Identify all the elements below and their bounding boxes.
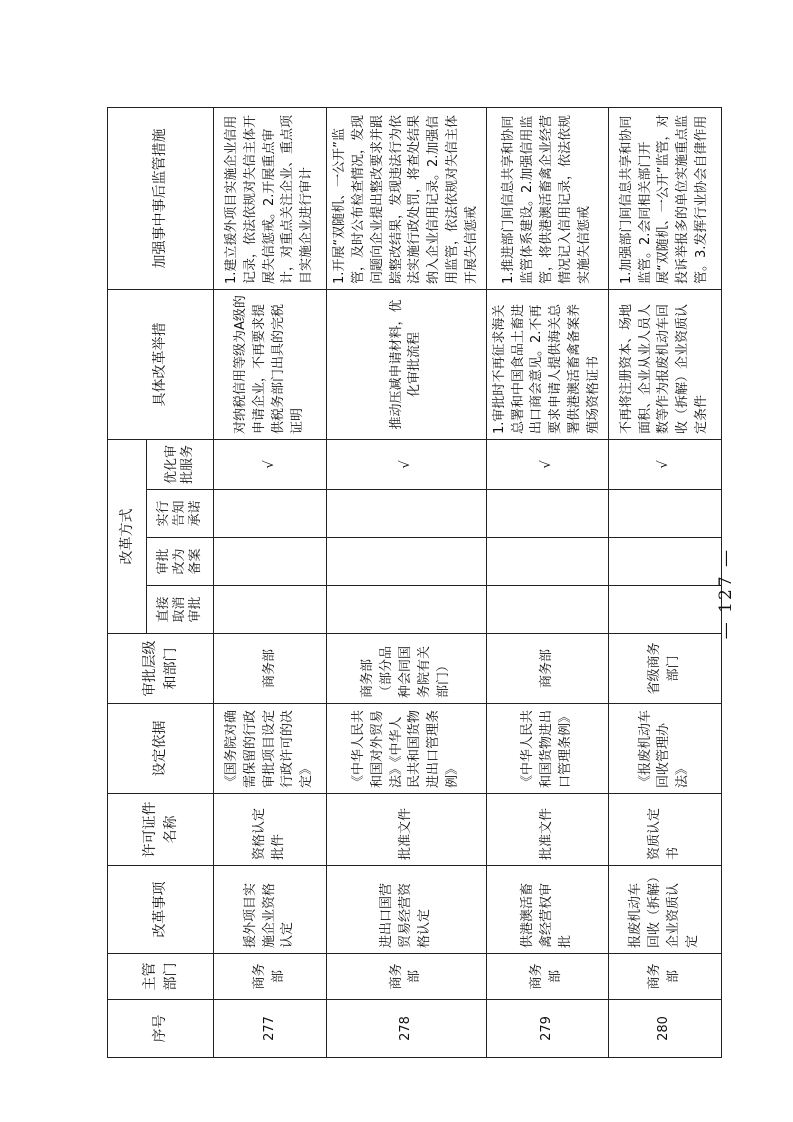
cell-measures: 推动压减申请材料，优化审批流程 — [327, 290, 487, 440]
header-license: 许可证件名称 — [108, 794, 214, 866]
header-level: 审批层级和部门 — [108, 634, 214, 704]
check-mark-icon: √ — [214, 440, 327, 490]
check-mark-icon: √ — [608, 440, 721, 490]
cell-mode-filing — [608, 538, 721, 586]
cell-mode-cancel — [327, 586, 487, 634]
cell-dept: 商务部 — [608, 954, 721, 1000]
cell-item: 供港澳活畜禽经营权审批 — [486, 866, 608, 954]
cell-mode-filing — [214, 538, 327, 586]
header-supervision: 加强事中事后监管措施 — [108, 108, 214, 290]
header-basis: 设定依据 — [108, 704, 214, 794]
cell-level: 商务部（部分品种会同国务院有关部门） — [327, 634, 487, 704]
header-mode-cancel: 直接取消审批 — [147, 586, 214, 634]
cell-basis: 《国务院对确需保留的行政审批项目设定行政许可的决定》 — [214, 704, 327, 794]
cell-license: 批准文件 — [486, 794, 608, 866]
cell-item: 进出口国营贸易经营资格认定 — [327, 866, 487, 954]
cell-supervision: 1.开展“双随机、一公开”监管，及时公布检查情况，发现问题向企业提出整改要求并跟踪整改结果，发现违法行为依法实施行政处罚，将查处结果纳入企业信用记录。2.加强信用监管，依法依规对失信主体开展失信惩戒 — [327, 108, 487, 290]
table-row — [608, 108, 721, 1058]
cell-mode-commit — [214, 490, 327, 538]
cell-mode-cancel — [608, 586, 721, 634]
header-dept: 主管部门 — [108, 954, 214, 1000]
cell-dept: 商务部 — [486, 954, 608, 1000]
cell-no: 279 — [486, 1000, 608, 1058]
cell-mode-filing — [486, 538, 608, 586]
cell-item: 报废机动车回收（拆解）企业资质认定 — [608, 866, 721, 954]
header-mode: 改革方式 — [108, 440, 147, 634]
table-row — [327, 108, 487, 1058]
cell-mode-commit — [486, 490, 608, 538]
cell-dept: 商务部 — [214, 954, 327, 1000]
page-number: — 127 — — [716, 548, 736, 640]
cell-mode-commit — [608, 490, 721, 538]
header-no: 序号 — [108, 1000, 214, 1058]
cell-item: 援外项目实施企业资格认定 — [214, 866, 327, 954]
cell-dept: 商务部 — [327, 954, 487, 1000]
cell-no: 277 — [214, 1000, 327, 1058]
header-mode-commit: 实行告知承诺 — [147, 490, 214, 538]
cell-basis: 《报废机动车回收管理办法》 — [608, 704, 721, 794]
header-item: 改革事项 — [108, 866, 214, 954]
check-mark-icon: √ — [327, 440, 487, 490]
cell-no: 280 — [608, 1000, 721, 1058]
cell-supervision: 1.加强部门间信息共享和协同监管。2.会同相关部门开展“双随机、一公开”监管，对投诉举报多的单位实施重点监管。3.发挥行业协会自律作用 — [608, 108, 721, 290]
rotated-document-sheet — [107, 108, 710, 1058]
cell-level: 商务部 — [214, 634, 327, 704]
check-mark-icon: √ — [486, 440, 608, 490]
cell-basis: 《中华人民共和国货物进出口管理条例》 — [486, 704, 608, 794]
cell-basis: 《中华人民共和国对外贸易法》《中华人民共和国货物进出口管理条例》 — [327, 704, 487, 794]
header-mode-filing: 审批改为备案 — [147, 538, 214, 586]
cell-mode-filing — [327, 538, 487, 586]
header-mode-optimize: 优化审批服务 — [147, 440, 214, 490]
cell-level: 省级商务部门 — [608, 634, 721, 704]
cell-measures: 不再将注册资本、场地面积、企业从业人员人数等作为报废机动车回收（拆解）企业资质认定条件 — [608, 290, 721, 440]
cell-mode-commit — [327, 490, 487, 538]
cell-license: 资格认定批件 — [214, 794, 327, 866]
cell-mode-cancel — [214, 586, 327, 634]
cell-measures: 1.审批时不再征求海关总署和中国食品土畜进出口商会意见。2.不再要求申请人提供海关总署供港澳活畜禽备案养殖场资格证书 — [486, 290, 608, 440]
cell-no: 278 — [327, 1000, 487, 1058]
cell-license: 资质认定书 — [608, 794, 721, 866]
cell-measures: 对纳税信用等级为A级的申请企业，不再要求提供税务部门出具的完税证明 — [214, 290, 327, 440]
cell-supervision: 1.推进部门间信息共享和协同监管体系建设。2.加强信用监管，将供港澳活畜禽企业经营情况记入信用记录，依法依规实施失信惩戒 — [486, 108, 608, 290]
cell-level: 商务部 — [486, 634, 608, 704]
cell-supervision: 1.建立援外项目实施企业信用记录，依法依规对失信主体开展失信惩戒。2.开展重点审计，对重点关注企业、重点项目实施企业进行审计 — [214, 108, 327, 290]
table-row — [214, 108, 327, 1058]
table-row — [486, 108, 608, 1058]
header-measures: 具体改革举措 — [108, 290, 214, 440]
reform-table — [107, 107, 722, 1058]
cell-mode-cancel — [486, 586, 608, 634]
cell-license: 批准文件 — [327, 794, 487, 866]
